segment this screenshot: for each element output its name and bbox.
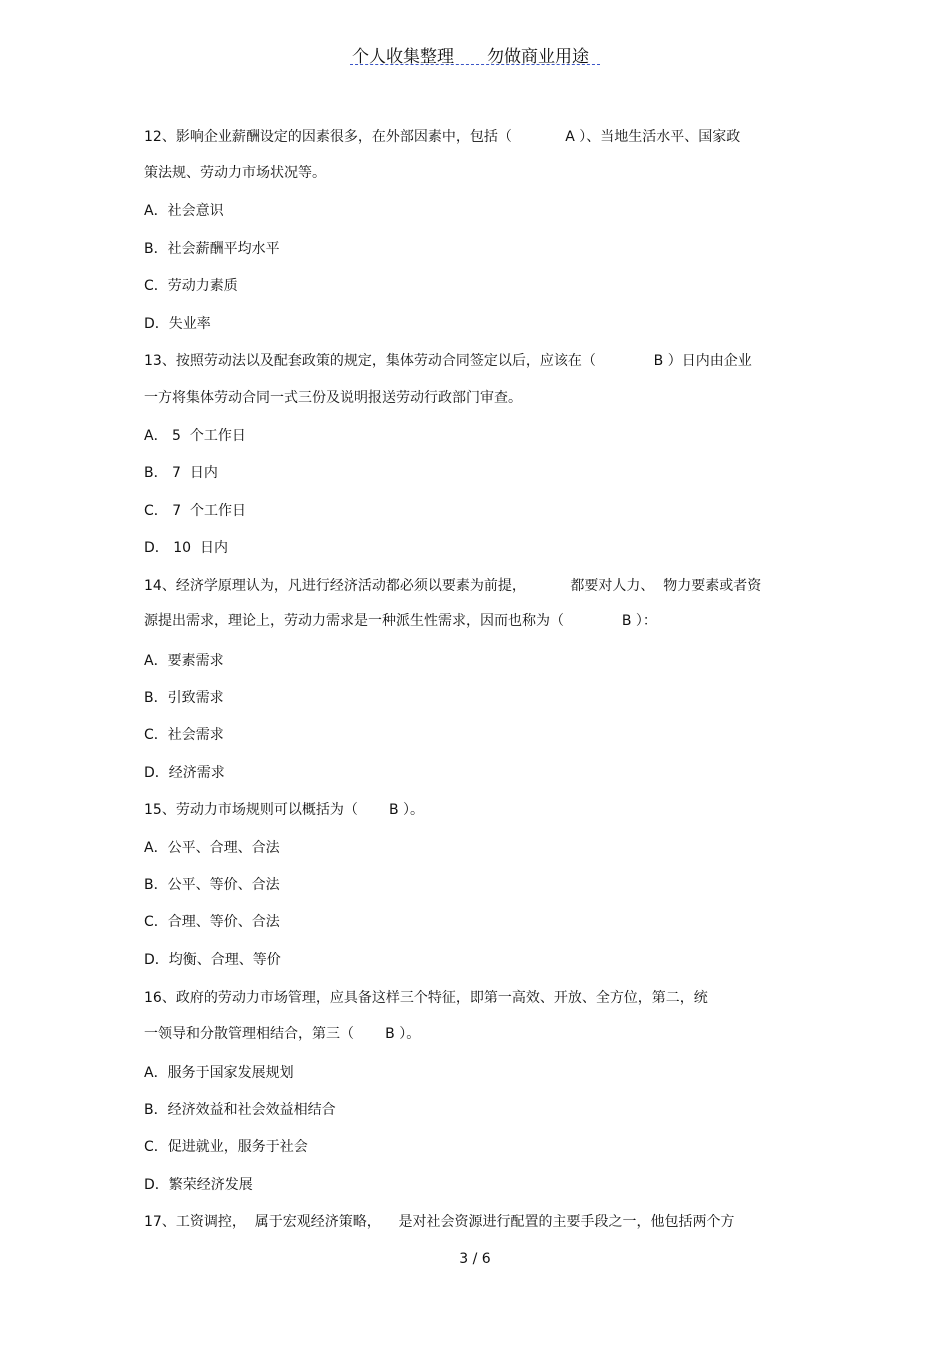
option-c: C．合理、等价、合法 bbox=[144, 914, 280, 930]
question-15: 15、劳动力市场规则可以概括为（ B ）。 bbox=[144, 802, 425, 818]
option-a: A．公平、合理、合法 bbox=[144, 840, 280, 856]
question-12-line-2: 策法规、劳动力市场状况等。 bbox=[144, 165, 326, 181]
option-c: C．劳动力素质 bbox=[144, 278, 238, 294]
option-d: D．失业率 bbox=[144, 316, 211, 332]
question-13-line-1: 13、按照劳动法以及配套政策的规定，集体劳动合同签定以后，应该在（ B ）日内由企业 bbox=[144, 353, 752, 369]
question-16-line-1: 16、政府的劳动力市场管理，应具备这样三个特征，即第一高效、开放、全方位，第二，统 bbox=[144, 990, 708, 1006]
option-c: C．社会需求 bbox=[144, 727, 224, 743]
option-c: C．促进就业，服务于社会 bbox=[144, 1139, 308, 1155]
question-14-line-1: 14、经济学原理认为，凡进行经济活动都必须以要素为前提， 都要对人力、 物力要素或者资 bbox=[144, 578, 762, 594]
option-d: D．经济需求 bbox=[144, 765, 225, 781]
option-a: A．服务于国家发展规划 bbox=[144, 1065, 294, 1081]
option-b: B．引致需求 bbox=[144, 690, 224, 706]
question-17-line-1: 17、工资调控， 属于宏观经济策略， 是对社会资源进行配置的主要手段之一，他包括两个方 bbox=[144, 1214, 735, 1230]
option-b: B．社会薪酬平均水平 bbox=[144, 241, 280, 257]
option-d: D．均衡、合理、等价 bbox=[144, 952, 281, 968]
option-c: C． 7 个工作日 bbox=[144, 503, 247, 519]
page-number: 3 / 6 bbox=[459, 1251, 491, 1267]
option-a: A． 5 个工作日 bbox=[144, 428, 246, 444]
option-a: A．要素需求 bbox=[144, 653, 224, 669]
option-b: B．经济效益和社会效益相结合 bbox=[144, 1102, 336, 1118]
option-b: B． 7 日内 bbox=[144, 465, 218, 481]
header-underline bbox=[350, 64, 600, 65]
header-right-text: 勿做商业用途 bbox=[487, 47, 589, 67]
option-a: A．社会意识 bbox=[144, 203, 224, 219]
question-14-line-2: 源提出需求，理论上，劳动力需求是一种派生性需求，因而也称为（ B ）： bbox=[144, 613, 657, 629]
question-13-line-2: 一方将集体劳动合同一式三份及说明报送劳动行政部门审查。 bbox=[144, 390, 522, 406]
option-d: D．繁荣经济发展 bbox=[144, 1177, 253, 1193]
question-16-line-2: 一领导和分散管理相结合，第三（ B ）。 bbox=[144, 1026, 421, 1042]
page-header bbox=[350, 42, 600, 66]
header-left-text: 个人收集整理 bbox=[352, 47, 454, 67]
question-12-line-1: 12、影响企业薪酬设定的因素很多，在外部因素中，包括（ A ）、当地生活水平、国家政 bbox=[144, 129, 741, 145]
option-b: B．公平、等价、合法 bbox=[144, 877, 280, 893]
option-d: D． 10 日内 bbox=[144, 540, 228, 556]
